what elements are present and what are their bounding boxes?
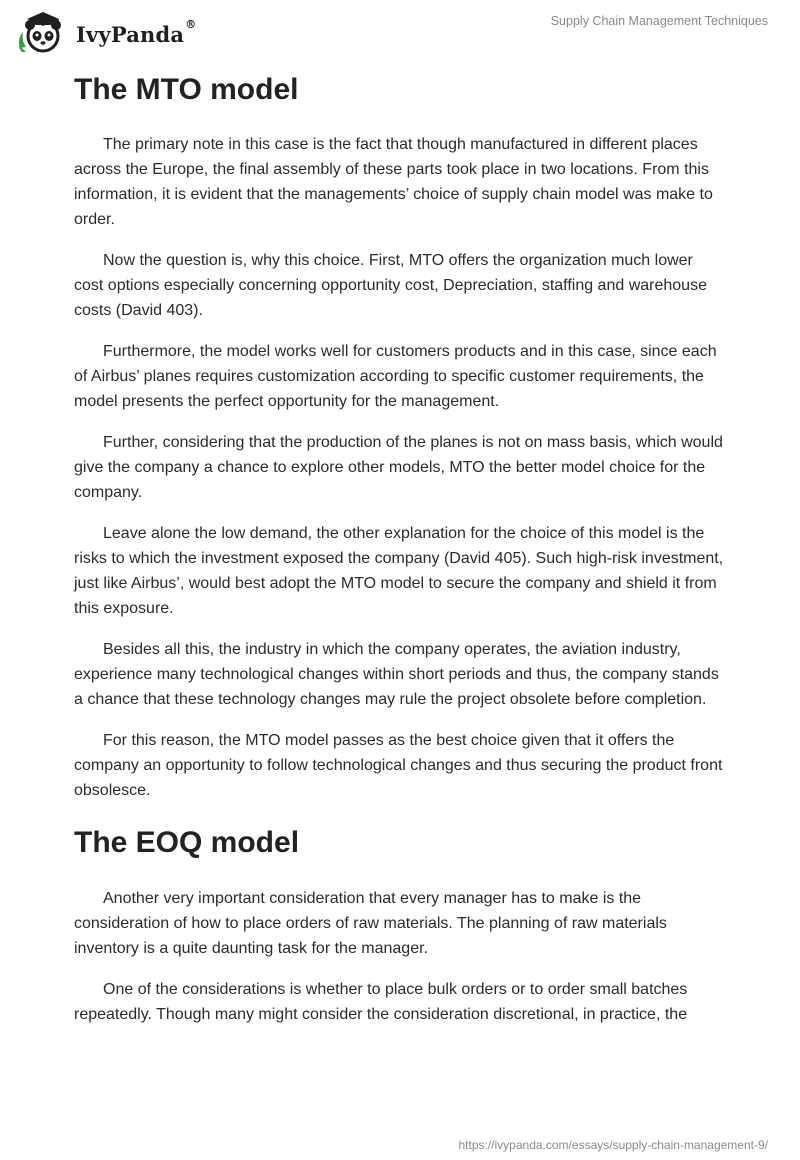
paragraph: Besides all this, the industry in which the company operates, the aviation industry, experience many technological changes within short periods and thus, the company stands a chance that these technology changes may rule the project obsolete before completion.	[74, 641, 719, 708]
paragraph: One of the considerations is whether to place bulk orders or to order small batches repeatedly. Though many might consider the consideration discretional, in practice, the	[74, 981, 688, 1023]
article-body	[74, 68, 726, 1043]
section-heading-mto: The MTO model	[74, 73, 299, 106]
brand-name: IvyPanda®	[76, 17, 197, 47]
document-title: Supply Chain Management Techniques	[550, 14, 768, 28]
paragraph: The primary note in this case is the fact that though manufactured in different places across the Europe, the final assembly of these parts took place in two locations. From this information, it is evident that the managements’ choice of supply chain model was make to order.	[74, 136, 713, 228]
paragraph: For this reason, the MTO model passes as the best choice given that it offers the company an opportunity to follow technological changes and thus securing the product front obsolesce.	[74, 732, 723, 799]
page-header	[0, 0, 800, 64]
section-heading-eoq: The EOQ model	[74, 826, 300, 859]
paragraph: Another very important consideration that every manager has to make is the consideration of how to place orders of raw materials. The planning of raw materials inventory is a quite daunting task for the manager.	[74, 890, 667, 957]
panda-graduate-icon	[16, 8, 66, 56]
paragraph: Furthermore, the model works well for customers products and in this case, since each of Airbus’ planes requires customization according to specific customer requirements, the model presents the perfect opportunity for the management.	[74, 343, 717, 410]
paragraph: Now the question is, why this choice. First, MTO offers the organization much lower cost options especially concerning opportunity cost, Depreciation, staffing and warehouse costs (David 403).	[74, 252, 707, 319]
paragraph: Further, considering that the production of the planes is not on mass basis, which would give the company a chance to explore other models, MTO the better model choice for the company.	[74, 434, 723, 501]
brand-logo[interactable]	[16, 8, 196, 56]
paragraph: Leave alone the low demand, the other explanation for the choice of this model is the risks to which the investment exposed the company (David 405). Such high-risk investment, just like Airbus’, would best adopt the MTO model to secure the company and shield it from this exposure.	[74, 525, 724, 617]
source-url[interactable]: https://ivypanda.com/essays/supply-chain-management-9/	[458, 1138, 768, 1152]
